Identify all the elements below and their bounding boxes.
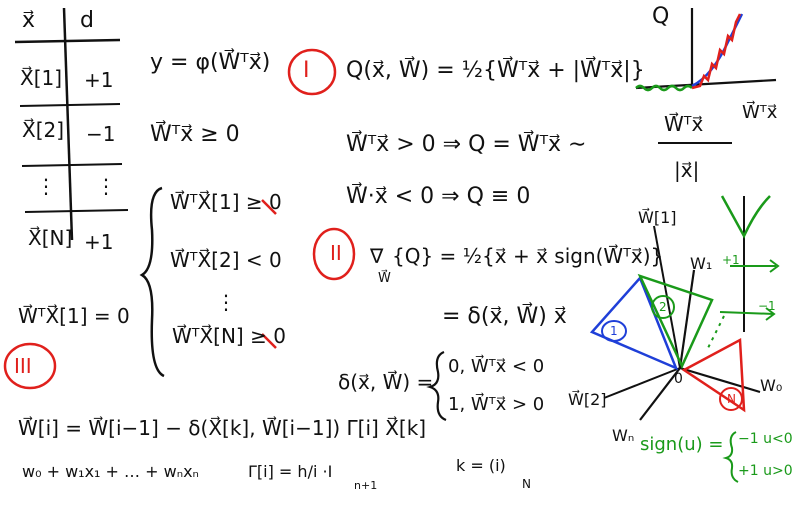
table-row-x: ⋮ (36, 174, 56, 198)
table-header-rule (15, 40, 120, 42)
system-eq2: W⃗ᵀX⃗[2] < 0 (170, 248, 282, 272)
init-equation: W⃗ᵀX⃗[1] = 0 (18, 304, 130, 328)
fraction-denominator: |x⃗| (674, 158, 700, 182)
marker-I-circle (289, 50, 335, 94)
label-w1-axis: W₁ (690, 254, 713, 273)
model-condition: W⃗ᵀx⃗ ≥ 0 (150, 122, 240, 147)
gradient-subscript: W⃗ (378, 271, 391, 286)
loss-case-negative: W⃗·x⃗ < 0 ⇒ Q ≡ 0 (346, 184, 531, 209)
gradient-line1: {Q} = ½{x⃗ + x⃗ sign(W⃗ᵀx⃗)} (392, 244, 664, 268)
gamma-subscript: n+1 (354, 479, 378, 492)
gamma-expression: Γ[i] = h/i ·I (248, 462, 333, 481)
plot-relu-branch (692, 14, 740, 88)
sign-case-neg: −1 u<0 (738, 431, 793, 447)
label-region-2: 2 (659, 300, 667, 314)
label-origin: 0 (674, 371, 683, 387)
axis-w0 (680, 368, 760, 392)
table-row-d: +1 (84, 230, 114, 254)
table-row-x: X⃗[2] (22, 118, 65, 142)
table-row-d: −1 (86, 122, 116, 146)
label-w0-axis: W₀ (760, 376, 783, 395)
table-header-x: x⃗ (22, 8, 36, 33)
plot-x-label: W⃗ᵀx⃗ (742, 102, 778, 123)
delta-case0: 0, W⃗ᵀx⃗ < 0 (448, 356, 545, 377)
table-row-d: +1 (84, 68, 114, 92)
sum-expression: w₀ + w₁x₁ + … + wₙxₙ (22, 462, 199, 481)
gradient-line2: = δ(x⃗, W⃗) x⃗ (442, 304, 567, 329)
sign-v-shape (722, 196, 770, 236)
system-eq1: W⃗ᵀX⃗[1] ≥ 0 (170, 190, 282, 214)
loss-case-positive: W⃗ᵀx⃗ > 0 ⇒ Q = W⃗ᵀx⃗ ∼ (346, 132, 587, 157)
geometry-dotted-guide (708, 316, 724, 348)
label-region-n: N (727, 392, 736, 406)
loss-definition: Q(x⃗, W⃗) = ½{W⃗ᵀx⃗ + |W⃗ᵀx⃗|} (346, 58, 645, 83)
table-row-d: ⋮ (96, 174, 116, 198)
label-minus1: −1 (758, 299, 776, 313)
region-2-green (640, 276, 712, 366)
table-rule-1 (20, 104, 120, 106)
table-row-x: X⃗[N] (28, 226, 73, 250)
delta-case1: 1, W⃗ᵀx⃗ > 0 (448, 394, 545, 415)
sign-brace (726, 432, 738, 482)
table-rule-2 (22, 164, 122, 166)
label-wn-axis: Wₙ (612, 426, 635, 445)
table-rule-3 (25, 210, 128, 212)
update-rule: W⃗[i] = W⃗[i−1] − δ(X⃗[k], W⃗[i−1]) Γ[i] X⃗[k] (18, 416, 427, 440)
model-equation: y = φ(W⃗ᵀx⃗) (150, 50, 271, 75)
table-divider (64, 8, 72, 240)
table-row-x: X⃗[1] (20, 66, 63, 90)
delta-lhs: δ(x⃗, W⃗) = (338, 370, 434, 394)
marker-III: III (14, 354, 32, 378)
system-brace (142, 188, 164, 376)
system-eqN: W⃗ᵀX⃗[N] ≥ 0 (172, 324, 286, 348)
table-header-d: d (80, 8, 94, 33)
sign-lhs: sign(u) = (640, 434, 724, 455)
region-1-blue (592, 278, 676, 368)
marker-I: I (303, 58, 310, 83)
sign-case-pos: +1 u>0 (738, 463, 793, 479)
label-w2: W⃗[2] (568, 390, 607, 409)
label-w1-top: W⃗[1] (638, 208, 677, 227)
marker-II: II (330, 241, 342, 265)
k-expression: k = (i) (456, 456, 506, 475)
k-subscript: N (522, 477, 531, 491)
gradient-operator: ∇ (370, 244, 384, 268)
plot-axis-label: Q (652, 4, 670, 29)
system-dots: ⋮ (216, 290, 236, 314)
fraction-numerator: W⃗ᵀx⃗ (664, 112, 704, 136)
label-region-1: 1 (610, 324, 618, 338)
label-plus1: +1 (722, 253, 740, 267)
